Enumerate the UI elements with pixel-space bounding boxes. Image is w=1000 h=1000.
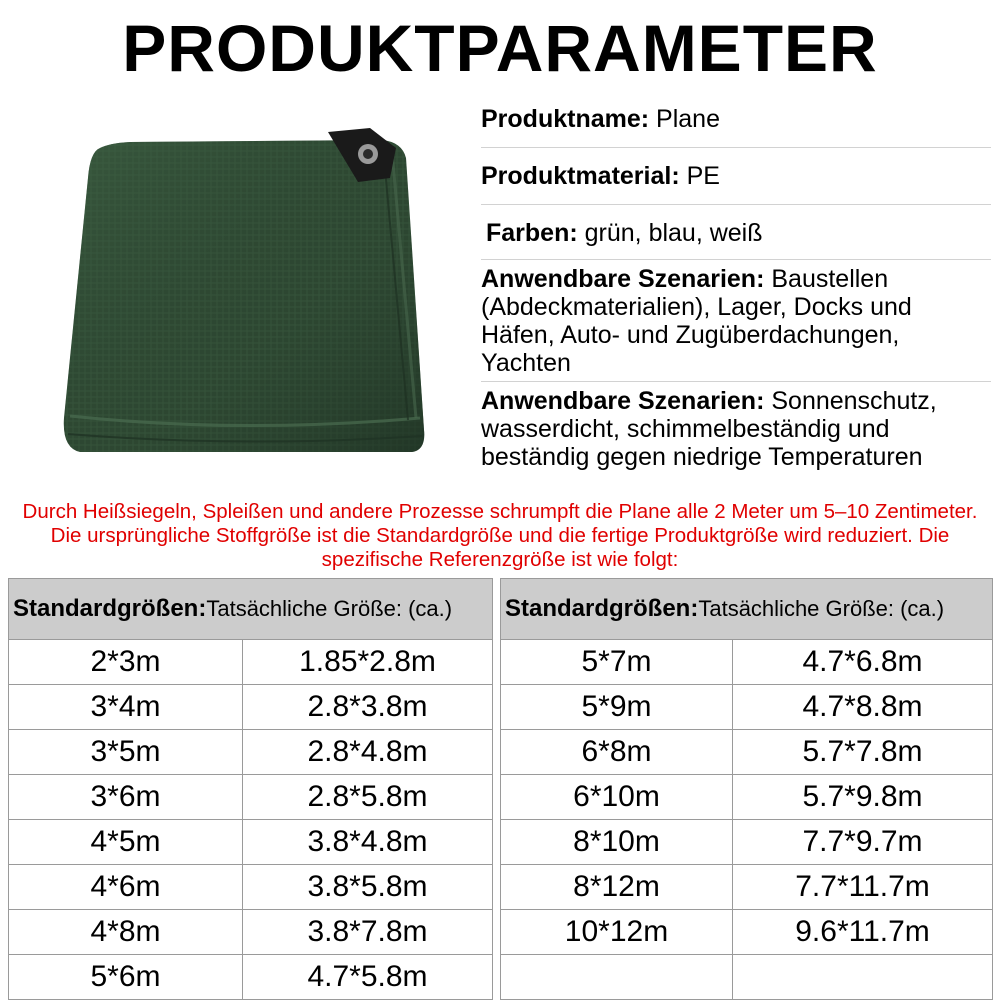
standard-size-cell: 4*8m bbox=[9, 910, 243, 955]
empty-cell bbox=[733, 955, 993, 1000]
actual-size-cell: 9.6*11.7m bbox=[733, 910, 993, 955]
actual-size-cell: 4.7*6.8m bbox=[733, 640, 993, 685]
table-gap bbox=[493, 640, 501, 685]
param-colors bbox=[481, 205, 991, 260]
param-label: Farben: bbox=[486, 219, 578, 247]
header-standard: Standardgrößen: bbox=[505, 595, 699, 622]
table-row bbox=[9, 910, 993, 955]
param-label: Produktname: bbox=[481, 105, 650, 133]
actual-size-cell: 5.7*7.8m bbox=[733, 730, 993, 775]
table-header-right bbox=[501, 579, 993, 640]
param-value: Plane bbox=[656, 105, 720, 133]
table-gap bbox=[493, 910, 501, 955]
header-standard: Standardgrößen: bbox=[13, 595, 207, 622]
param-value: grün, blau, weiß bbox=[584, 219, 763, 247]
standard-size-cell: 5*7m bbox=[501, 640, 733, 685]
table-header-row bbox=[9, 579, 993, 640]
standard-size-cell: 5*9m bbox=[501, 685, 733, 730]
page-title: PRODUKTPARAMETER bbox=[122, 11, 878, 85]
table-gap bbox=[493, 955, 501, 1000]
actual-size-cell: 7.7*9.7m bbox=[733, 820, 993, 865]
standard-size-cell: 6*10m bbox=[501, 775, 733, 820]
actual-size-cell: 2.8*5.8m bbox=[243, 775, 493, 820]
tarp-product-image bbox=[40, 118, 440, 468]
param-label: Anwendbare Szenarien: bbox=[481, 387, 765, 415]
table-row bbox=[9, 820, 993, 865]
standard-size-cell: 6*8m bbox=[501, 730, 733, 775]
header-actual: Tatsächliche Größe: (ca.) bbox=[206, 596, 453, 621]
actual-size-cell: 5.7*9.8m bbox=[733, 775, 993, 820]
table-gap bbox=[493, 865, 501, 910]
standard-size-cell: 5*6m bbox=[9, 955, 243, 1000]
actual-size-cell: 3.8*4.8m bbox=[243, 820, 493, 865]
actual-size-cell: 3.8*5.8m bbox=[243, 865, 493, 910]
actual-size-cell: 4.7*5.8m bbox=[243, 955, 493, 1000]
actual-size-cell: 2.8*4.8m bbox=[243, 730, 493, 775]
empty-cell bbox=[501, 955, 733, 1000]
table-header-left bbox=[9, 579, 493, 640]
standard-size-cell: 3*4m bbox=[9, 685, 243, 730]
standard-size-cell: 8*10m bbox=[501, 820, 733, 865]
param-value: Sonnenschutz, wasserdicht, schimmelbeständig und beständig gegen niedrige Temperaturen bbox=[481, 387, 937, 471]
table-gap bbox=[493, 685, 501, 730]
table-row bbox=[9, 775, 993, 820]
actual-size-cell: 4.7*8.8m bbox=[733, 685, 993, 730]
actual-size-cell: 1.85*2.8m bbox=[243, 640, 493, 685]
table-row bbox=[9, 640, 993, 685]
table-gap bbox=[493, 730, 501, 775]
table-row bbox=[9, 955, 993, 1000]
param-scenarios bbox=[481, 260, 991, 382]
param-value: PE bbox=[686, 162, 720, 190]
actual-size-cell: 2.8*3.8m bbox=[243, 685, 493, 730]
standard-size-cell: 10*12m bbox=[501, 910, 733, 955]
standard-size-cell: 4*5m bbox=[9, 820, 243, 865]
param-value: Baustellen (Abdeckmaterialien), Lager, Docks und Häfen, Auto- und Zugüberdachungen, Yachten bbox=[481, 265, 912, 377]
standard-size-cell: 2*3m bbox=[9, 640, 243, 685]
standard-size-cell: 3*6m bbox=[9, 775, 243, 820]
param-scenarios-features bbox=[481, 382, 991, 471]
actual-size-cell: 7.7*11.7m bbox=[733, 865, 993, 910]
table-gap bbox=[493, 775, 501, 820]
actual-size-cell: 3.8*7.8m bbox=[243, 910, 493, 955]
table-row bbox=[9, 730, 993, 775]
param-label: Produktmaterial: bbox=[481, 162, 680, 190]
product-parameters bbox=[481, 100, 991, 471]
param-label: Anwendbare Szenarien: bbox=[481, 265, 765, 293]
size-table bbox=[8, 578, 993, 1000]
param-material bbox=[481, 148, 991, 205]
table-gap bbox=[493, 820, 501, 865]
standard-size-cell: 3*5m bbox=[9, 730, 243, 775]
standard-size-cell: 8*12m bbox=[501, 865, 733, 910]
shrinkage-notice: Durch Heißsiegeln, Spleißen und andere Prozesse schrumpft die Plane alle 2 Meter um 5–10 Zentimeter. Die ursprüngliche Stoffgröße ist die Standardgröße und die fertige Produktgröße wird reduziert. Die spezifische Referenzgröße ist wie folgt: bbox=[22, 500, 978, 571]
table-row bbox=[9, 865, 993, 910]
table-row bbox=[9, 685, 993, 730]
param-product-name bbox=[481, 100, 991, 148]
standard-size-cell: 4*6m bbox=[9, 865, 243, 910]
header-actual: Tatsächliche Größe: (ca.) bbox=[698, 596, 945, 621]
table-gap bbox=[493, 579, 501, 640]
